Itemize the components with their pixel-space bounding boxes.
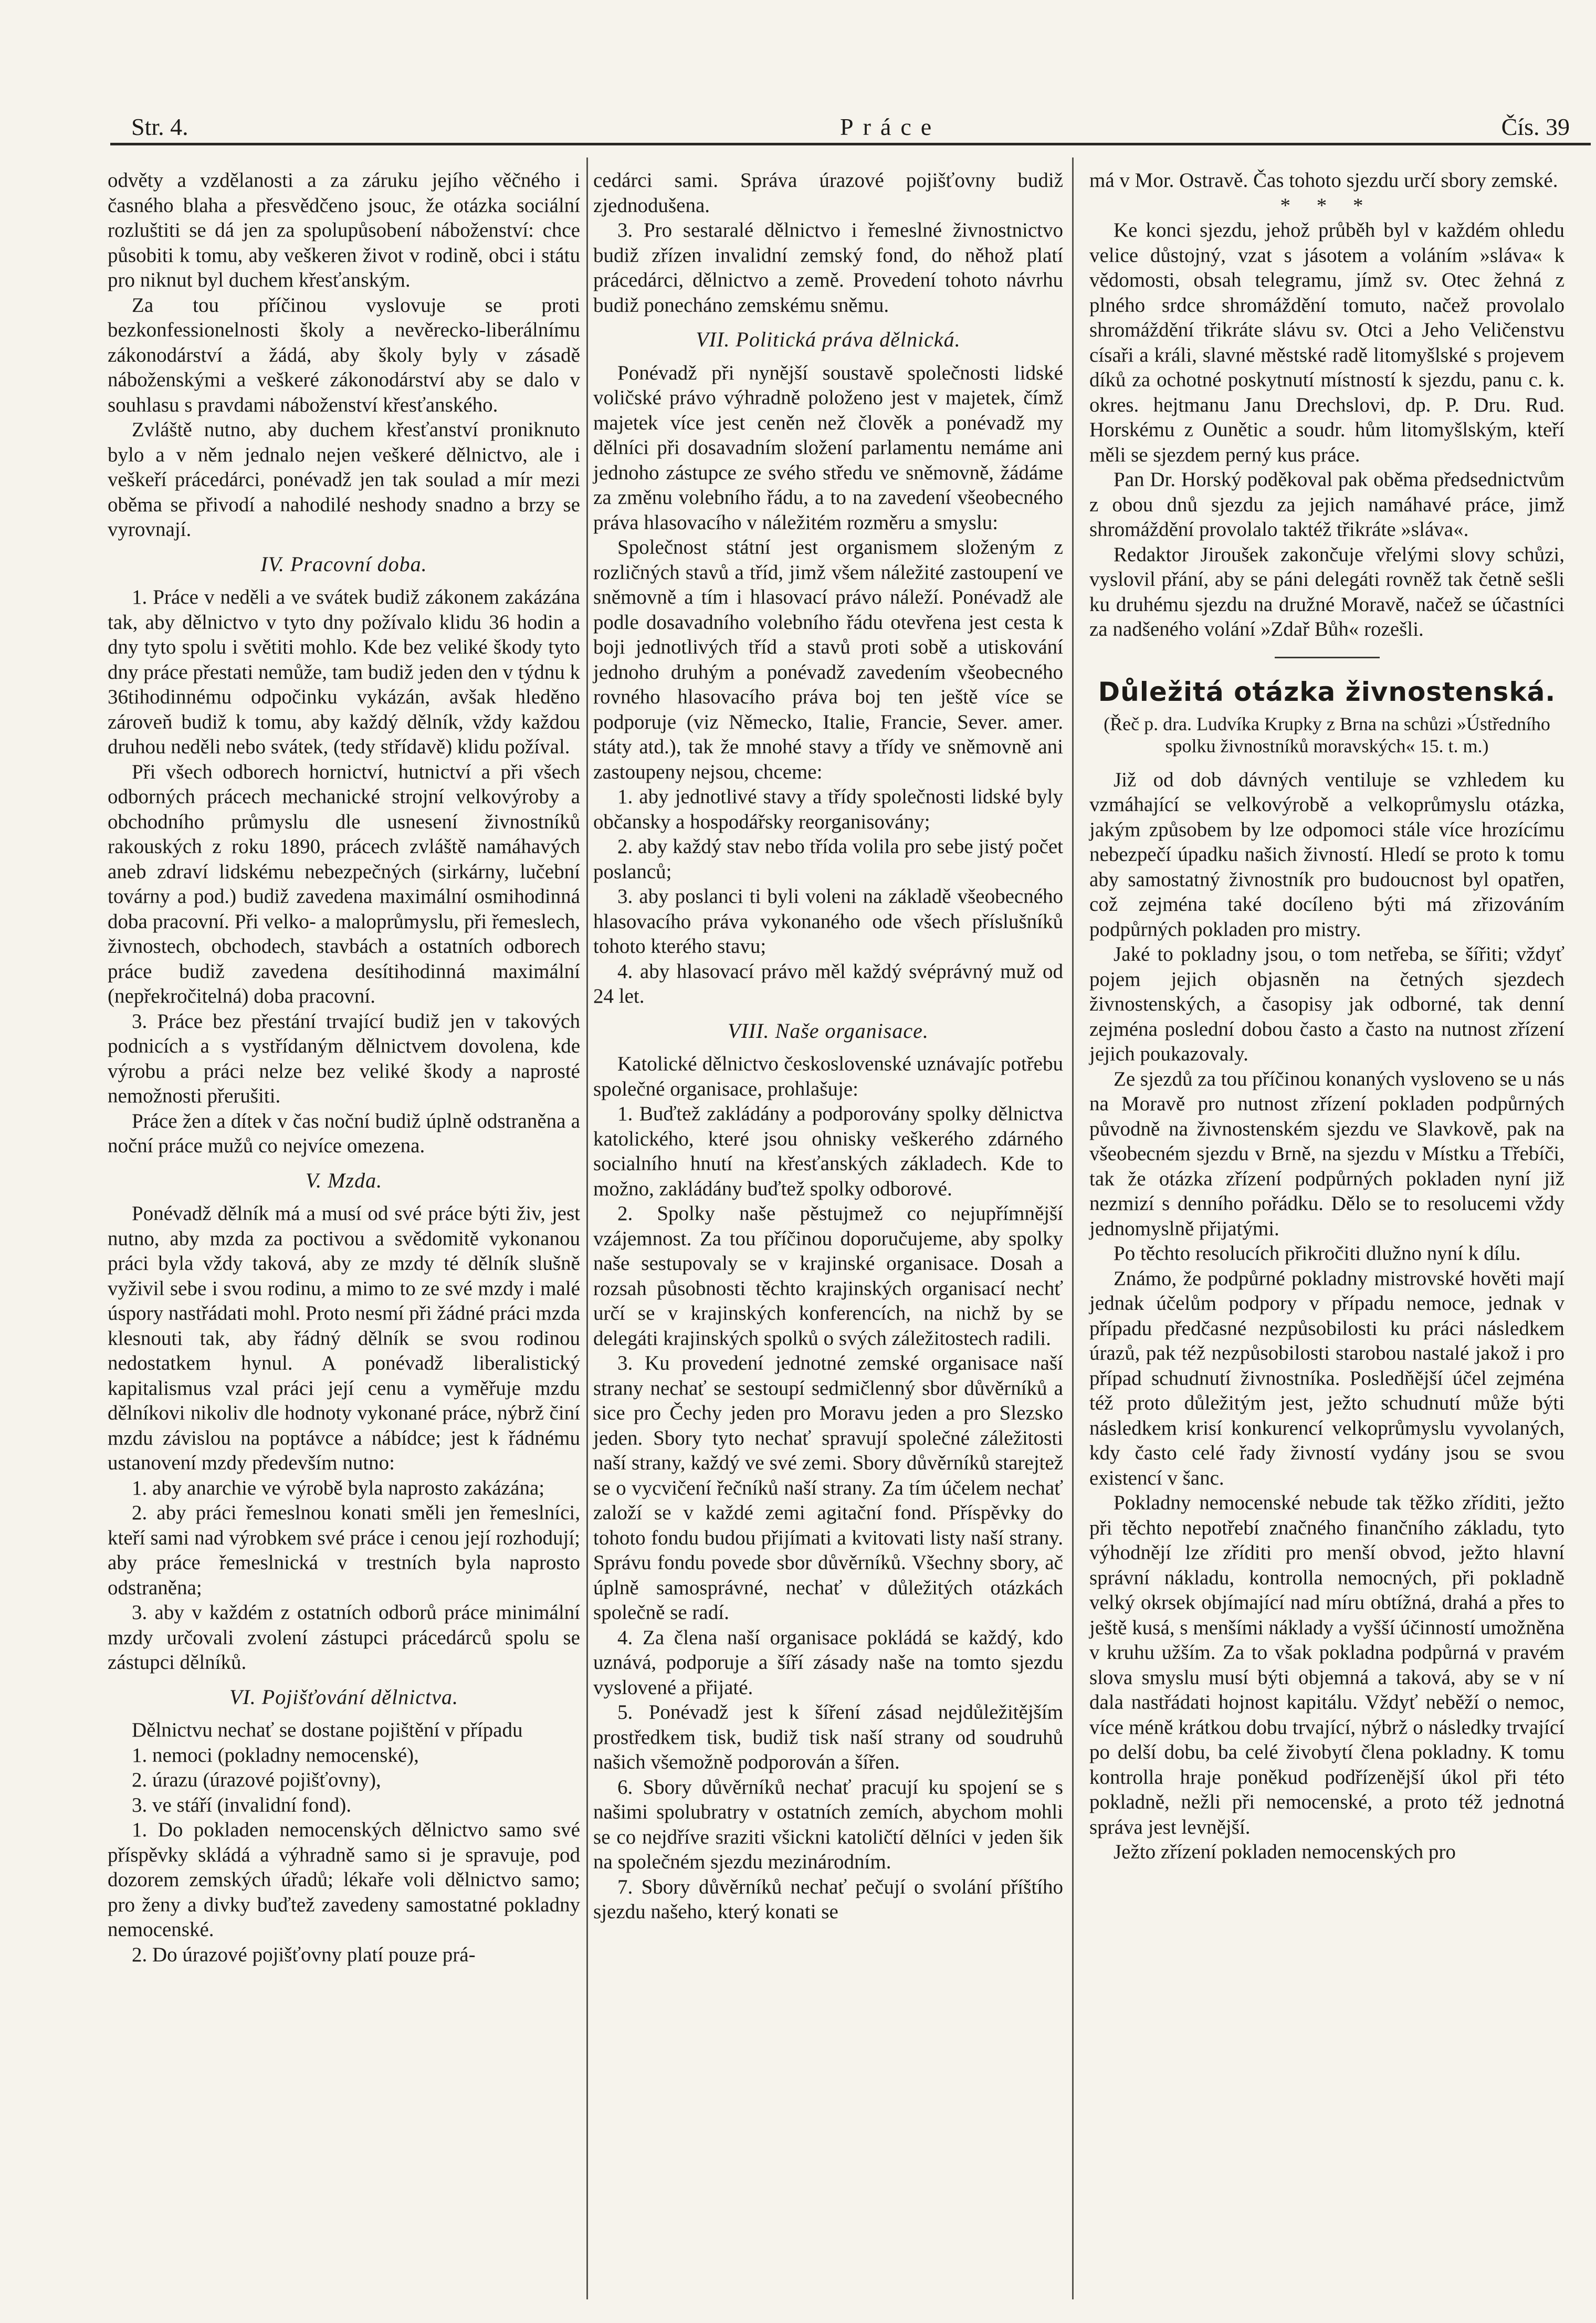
list-item: 2. aby práci řemeslnou konati směli jen řemeslníci, kteří sami nad výrobkem své práce i cenou její rozhodují; aby práce řemeslnická v trestních byla naprosto odstraněna; bbox=[108, 1501, 580, 1599]
list-item: 1. aby jednotlivé stavy a třídy společnosti lidské byly občansky a hospodářsky reorganisovány; bbox=[593, 785, 1063, 833]
issue-number: Čís. 39 bbox=[1501, 113, 1570, 140]
list-item: 2. aby každý stav nebo třída volila pro sebe jistý počet poslanců; bbox=[593, 835, 1063, 883]
section-heading: V. Mzda. bbox=[305, 1168, 383, 1192]
paragraph: Po těchto resolucích přikročiti dlužno nyní k dílu. bbox=[1114, 1242, 1521, 1265]
section-heading: IV. Pracovní doba. bbox=[260, 552, 427, 576]
paragraph: 3. Pro sestaralé dělnictvo i řemeslné živnostnictvo budiž zřízen invalidní zemský fond, do něhož platí prácedárci, dělnictvo a země. Provedení tohoto návrhu budiž ponecháno zemskému sněmu. bbox=[593, 219, 1063, 317]
separator-stars: * * * bbox=[1280, 194, 1374, 217]
paragraph: Ježto zřízení pokladen nemocenských pro bbox=[1114, 1841, 1456, 1863]
paragraph: Dělnictvu nechať se dostane pojištění v případu bbox=[132, 1719, 523, 1741]
section-heading: VII. Politická práva dělnická. bbox=[696, 328, 961, 351]
column-2 bbox=[593, 168, 1063, 1925]
article-subtitle: (Řeč p. dra. Ludvíka Krupky z Brna na schůzi »Ústředního spolku živnostníků moravských« 15. t. m.) bbox=[1104, 713, 1550, 756]
paragraph: Ponévadž dělník má a musí od své práce býti živ, jest nutno, aby mzda za poctivou a svědomitě vykonanou práci byla vždy taková, aby ze mzdy té dělník slušně vyživil sebe i svou rodinu, a mimo to ze své mzdy i malé úspory nastřádati mohl. Proto nesmí při žádné práci mzda klesnouti tak, aby řádný dělník se svou rodinou nedostatkem hynul. A ponévadž liberalistický kapitalismus vzal práci její cenu a vyměřuje mzdu dělníkovi nikoliv dle hodnoty vykonané práce, nýbrž činí mzdu závislou na poptávce a nábídce; jest k řádnému ustanovení mzdy především nutno: bbox=[108, 1202, 581, 1474]
paragraph: Jaké to pokladny jsou, o tom netřeba, se šířiti; vždyť pojem jejich objasněn na četných sjezdech živnostenských, a časopisy jak odborné, tak denní zejména poslední dobou často a často na nutnost zřízení jejich poukazovaly. bbox=[1089, 943, 1564, 1065]
list-item: 3. ve stáří (invalidní fond). bbox=[132, 1793, 352, 1816]
paragraph: 2. Spolky naše pěstujmež co nejupřímnější vzájemnost. Za tou příčinou doporučujeme, aby spolky naše sestupovaly se v krajinské organisace. Dosah a rozsah působnosti těchto krajinských organisací nechť určí se v krajinských konferencích, na nichž by se delegáti krajinských spolků o svých záležitostech radili. bbox=[593, 1202, 1063, 1350]
list-item: 1. nemoci (pokladny nemocenské), bbox=[132, 1743, 419, 1767]
paragraph: 4. Za člena naší organisace pokládá se každý, kdo uznává, podporuje a šíří zásady naše na tomto sjezdu vyslovené a přijaté. bbox=[593, 1626, 1063, 1699]
paragraph: Společnost státní jest organismem složeným z rozličných stavů a tříd, jimž všem náležité zastoupení ve sněmovně a tím i hlasovací právo náleží. Ponévadž ale podle dosavadního volebního řádu otevřena jest cesta k boji jednotlivých tříd a stavů proti sobě a utiskování jednoho druhým a ponévadž zavedením všeobecného rovného hlasovacího práva boj ten ještě více se podporuje (viz Německo, Italie, Francie, Sever. amer. státy atd.), tak že mnohé stavy a třídy ve sněmovně ani zastoupeny nejsou, chceme: bbox=[593, 536, 1063, 783]
list-item: 3. aby poslanci ti byli voleni na základě všeobecného hlasovacího práva vykonaného ode všech příslušníků tohoto kterého stavu; bbox=[593, 885, 1063, 958]
paragraph: 1. Do pokladen nemocenských dělnictvo samo své příspěvky skládá a výhradně samo si je spravuje, pod dozorem zemských úřadů; lékaře voli dělnictvo samo; pro ženy a divky buďtež zavedeny samostatné pokladny nemocenské. bbox=[108, 1819, 580, 1941]
column-divider bbox=[586, 157, 588, 2299]
list-item: 1. aby anarchie ve výrobě byla naprosto zakázána; bbox=[132, 1476, 545, 1499]
insurance-list bbox=[108, 1743, 580, 1818]
page-number: Str. 4. bbox=[131, 113, 188, 140]
paragraph: Pan Dr. Horský poděkoval pak oběma předsednictvům z obou dnů sjezdu za jejich namáhavé práce, jimž shromáždění provolalo taktéž třikráte »sláva«. bbox=[1089, 468, 1564, 541]
paragraph: Známo, že podpůrné pokladny mistrovské hověti mají jednak účelům podpory v případu nemoce, jednak v případu předčasné nezpůsobilosti ku práci následkem úrazů, pak též nezpůsobilosti starobou nastalé jakož i pro případ schudnutí živnostníka. Posledňější účel zejména též proto důležitým jest, ježto schudnutí může býti následkem krisí konkurencí velkoprůmyslu vyvolaných, kdy často celé řady živností vydány jsou se svou existencí v šanc. bbox=[1089, 1267, 1564, 1489]
paragraph: Ponévadž při nynější soustavě společnosti lidské voličské právo výhradně položeno jest v majetek, čímž majetek více jest ceněn než člověk a ponévadž my dělníci při dosavadním složení parlamentu nemáme ani jednoho zástupce ze svého středu ve sněmovně, žádáme za změnu volebního řádu, a to na zavedení všeobecného práva hlasovacího v náležitém rozměru a smyslu: bbox=[593, 361, 1063, 534]
article-separator bbox=[1275, 657, 1380, 658]
page-header bbox=[131, 108, 1580, 144]
column-1 bbox=[108, 168, 580, 1967]
paragraph: Za tou příčinou vyslovuje se proti bezkonfessionelnosti školy a nevěrecko-liberálnímu zákonodárství a žádá, aby školy byly v zásadě náboženskými a veškeré zákonodárství aby se dalo v souhlasu s pravdami náboženství křesťanského. bbox=[108, 293, 580, 416]
list-item: 3. aby v každém z ostatních odborů práce minimální mzdy určovali zvolení zástupci prácedárců spolu se zástupci dělníků. bbox=[108, 1601, 580, 1674]
paragraph: Zvláště nutno, aby duchem křesťanství proniknuto bylo a v něm jednalo nejen veškeré dělnictvo, ale i veškeří prácedárci, ponévadž jen tak soulad a mír mezi oběma se přivodí a nahodilé neshody snadno a brzy se vyrovnají. bbox=[108, 418, 580, 541]
paragraph: Redaktor Jiroušek zakončuje vřelými slovy schůzi, vyslovil přání, aby se páni delegáti rovněž tak četně sešli ku druhému sjezdu na družné Moravě, načež se účastníci za nadšeného volání »Zdař Bůh« rozešli. bbox=[1089, 543, 1564, 640]
paragraph: 3. Práce bez přestání trvající budiž jen v takových podnicích a s vystřídaným dělnictvem dovolena, kde výrobu a práci nelze bez veliké škody a naprosté nemožnosti přerušiti. bbox=[108, 1010, 580, 1107]
column-3 bbox=[1089, 168, 1564, 1865]
paragraph: 1. Buďtež zakládány a podporovány spolky dělnictva katolického, které jsou ohnisky veškerého zdárného socialního hnutí na křesťanských základech. Kde to možno, zakládány buďtež spolky odborové. bbox=[593, 1102, 1063, 1200]
section-heading: VI. Pojišťování dělnictva. bbox=[229, 1685, 458, 1709]
paragraph: 1. Práce v neděli a ve svátek budiž zákonem zakázána tak, aby dělnictvo v tyto dny požívalo klidu 36 hodin a dny tyto spolu i světiti mohlo. Kde bez veliké škody tyto dny práce přestati nemůže, tam budiž jeden den v týdnu k 36tihodinnému odpočinku vykázán, avšak hleděno zároveň budiž k tomu, aby každý dělník, vždy každou druhou neděli nebo svátek, (tedy střídavě) klidu požíval. bbox=[108, 586, 580, 758]
paragraph: Již od dob dávných ventiluje se vzhledem ku vzmáhající se velkovýrobě a velkoprůmyslu otázka, jakým způsobem by lze odpomoci stále více hrozícímu nebezpečí úpadku našich živností. Hledí se proto k tomu aby samostatný živnostník pro budoucnost byl opatřen, což zejména také docíleno býti má zřizováním podpůrných pokladen pro mistry. bbox=[1089, 768, 1564, 941]
paragraph: odvěty a vzdělanosti a za záruku jejího věčného i časného blaha a přesvědčeno jsouc, že otázka sociální rozluštiti se dá jen za spolupůsobení náboženství: chce působiti k tomu, aby veškeren život v rodině, obci i státu pro niknut byl duchem křesťanským. bbox=[108, 169, 580, 291]
paragraph: Ke konci sjezdu, jehož průběh byl v každém ohledu velice důstojný, vzat s jásotem a voláním »sláva« k vědomosti, obsah telegramu, jímž sv. Otec žehná z plného srdce shromáždění tomuto, načež provolalo shromáždění třikráte slávu sv. Otci a Jeho Veličenstvu císaři a králi, slavné městské radě litomyšlské s projevem díků za ochotné poskytnutí místností k sjezdu, panu c. k. okres. hejtmanu Janu Drechslovi, dp. P. Dru. Rud. Horskému z Ounětic a soudr. hům litomyšlským, kteří měli se sjezdem perný kus práce. bbox=[1089, 219, 1564, 466]
paragraph: 5. Ponévadž jest k šíření zásad nejdůležitějším prostředkem tisk, budiž tisk naší strany od soudruhů našich všemožně podporován a šířen. bbox=[593, 1701, 1063, 1773]
list-item: 2. úrazu (úrazové pojišťovny), bbox=[132, 1769, 381, 1791]
paragraph: Při všech odborech hornictví, hutnictví a při všech odborných prácech mechanické strojní velkovýroby a obchodního průmyslu dle usnesení živnostníků rakouských z roku 1890, prácech zvláště namáhavých aneb zdraví lidskému nebezpečných (sirkárny, lučební továrny a pod.) budiž zavedena maximální osmihodinná doba pracovní. Při velko- a maloprůmyslu, při řemeslech, živnostech, obchodech, stavbách a ostatních odborech práce budiž zavedena desítihodinná maximální (nepřekročitelná) doba pracovní. bbox=[108, 760, 580, 1007]
paragraph: cedárci sami. Správa úrazové pojišťovny budiž zjednodušena. bbox=[593, 169, 1063, 217]
publication-title: Práce bbox=[840, 113, 941, 140]
article-title: Důležitá otázka živnostenská. bbox=[1098, 676, 1556, 707]
header-rule bbox=[110, 143, 1591, 145]
paragraph: Katolické dělnictvo československé uznávajíc potřebu společné organisace, prohlašuje: bbox=[593, 1053, 1063, 1100]
paragraph: 7. Sbory důvěrníků nechať pečují o svolání příštího sjezdu našeho, který konati se bbox=[593, 1875, 1063, 1923]
section-heading: VIII. Naše organisace. bbox=[728, 1018, 929, 1043]
paragraph: Pokladny nemocenské nebude tak těžko zříditi, ježto při těchto nepotřebí značného finančního základu, tyto výhodnějí lze zříditi pro menší obvod, ježto hlavní správní nákladu, kontrolla nemocných, při pokladně velký okrsek objímající nad míru obtížná, drahá a přes to ještě kusá, s menšími náklady a vyšší účinností umožněna v kruhu užším. Za to však pokladna podpůrná v pravém slova smyslu musí býti objemná a taková, aby se v ní dala nastřádati hojnost kapitálu. Vždyť neběží o nemoc, více méně krátkou dobu trvající, nýbrž o následky trvající po delší dobu, ba celé živobytí člena pokladny. K tomu kontrolla hraje poněkud podřízenější úkol při této pokladně, nežli při nemocenské, a proto též jednotná správa jest levnější. bbox=[1089, 1491, 1564, 1838]
paragraph: Ze sjezdů za tou příčinou konaných vysloveno se u nás na Moravě pro nutnost zřízení pokladen podpůrných původně na živnostenském sjezdu ve Slavkově, pak na všeobecném sjezdu v Brně, na sjezdu v Místku a Třebíči, tak že otázka zřízení podpůrných pokladen nyní již nezmizí s denního pořádku. Dělo se to resolucemi vždy jednomyslně přijatými. bbox=[1089, 1067, 1564, 1240]
paragraph: 6. Sbory důvěrníků nechať pracují ku spojení se s našimi spolubratry v ostatních zemích, abychom mohli se co nejdříve sraziti všickni katoličtí dělníci v jeden šik na společném sjezdu mezinárodním. bbox=[593, 1775, 1063, 1873]
paragraph: 3. Ku provedení jednotné zemské organisace naší strany nechať se sestoupí sedmičlenný sbor důvěrníků a sice pro Čechy jeden pro Moravu jeden a pro Slezsko jeden. Sbory tyto nechať spravují společné záležitosti naší strany, každý ve své zemi. Sbory důvěrníků starejtež se o vycvičení řečníků naší strany. Za tím účelem nechať založí se v každé zemi agitační fond. Příspěvky do tohoto fondu budou přijímati a kvitovati listy naší strany. Správu fondu povede sbor důvěrníků. Všechny sbory, ač úplně samosprávné, nechať v důležitých otázkách společně se radí. bbox=[593, 1352, 1063, 1624]
column-divider bbox=[1072, 157, 1074, 2299]
list-item: 4. aby hlasovací právo měl každý svéprávný muž od 24 let. bbox=[593, 960, 1063, 1007]
paragraph: 2. Do úrazové pojišťovny platí pouze prá- bbox=[132, 1943, 476, 1966]
paragraph: má v Mor. Ostravě. Čas tohoto sjezdu určí sbory zemské. bbox=[1089, 169, 1558, 192]
paragraph: Práce žen a dítek v čas noční budiž úplně odstraněna a noční práce mužů co nejvíce omezena. bbox=[108, 1109, 580, 1157]
